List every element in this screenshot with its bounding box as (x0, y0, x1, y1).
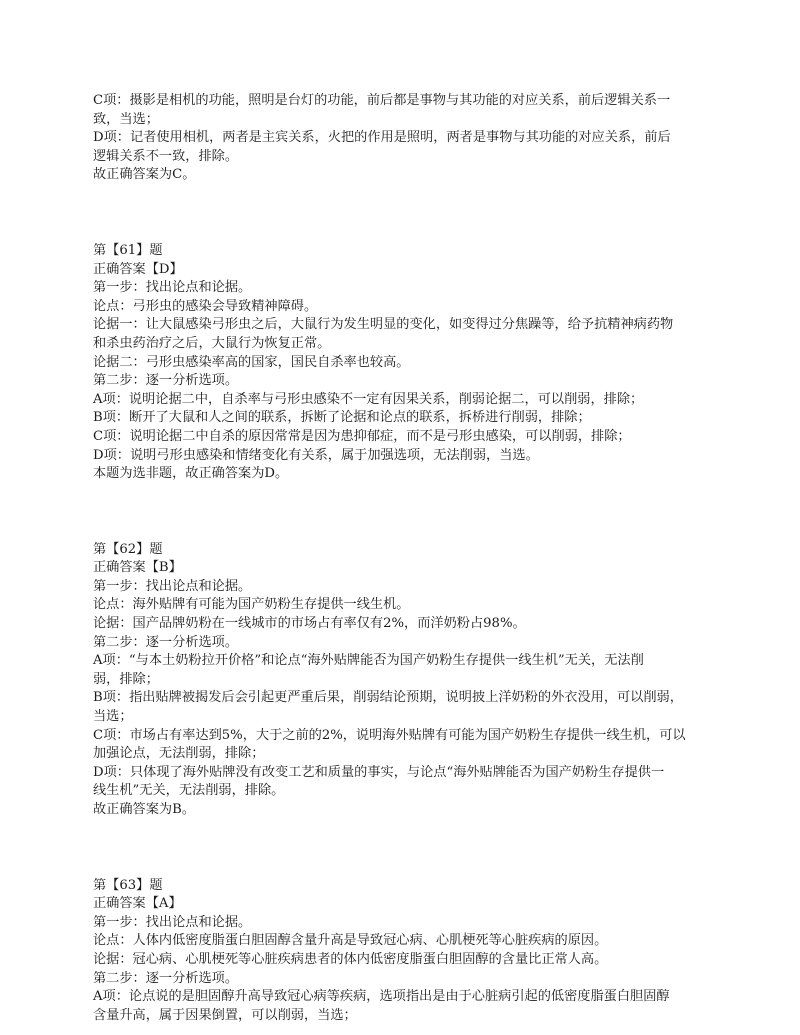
text-line: 论据一：让大鼠感染弓形虫之后，大鼠行为发生明显的变化，如变得过分焦躁等，给予抗精神病药物 (93, 317, 674, 333)
text-line: B项：指出贴牌被揭发后会引起更严重后果，削弱结论预期，说明披上洋奶粉的外衣没用，可以削弱， (93, 690, 683, 706)
section-q61 (93, 242, 715, 484)
text-line: 当选； (93, 709, 133, 725)
spacer (93, 484, 715, 541)
text-line: 第一步：找出论点和论据。 (93, 914, 252, 930)
text-line: 论点：弓形虫的感染会导致精神障碍。 (93, 298, 318, 314)
text-line: 故正确答案为C。 (93, 167, 196, 183)
text-line: D项：说明弓形虫感染和情绪变化有关系，属于加强选项，无法削弱，当选。 (93, 447, 539, 463)
question-heading: 第【63】题 (93, 877, 163, 893)
section-q62 (93, 541, 715, 820)
text-line: 加强论点，无法削弱，排除； (93, 746, 265, 762)
text-line: 弱，排除； (93, 671, 159, 687)
text-line: C项：说明论据二中自杀的原因常常是因为患抑郁症，而不是弓形虫感染，可以削弱，排除； (93, 428, 631, 444)
text-line: 含量升高，属于因果倒置，可以削弱，当选； (93, 1007, 357, 1023)
text-line: 第一步：找出论点和论据。 (93, 578, 252, 594)
spacer (93, 820, 715, 877)
text-line: 第二步：逐一分析选项。 (93, 634, 239, 650)
text-line: 本题为选非题，故正确答案为D。 (93, 466, 289, 482)
text-line: 第二步：逐一分析选项。 (93, 970, 239, 986)
document-page (93, 92, 715, 1025)
text-line: A项：“与本土奶粉拉开价格”和论点“海外贴牌能否为国产奶粉生存提供一线生机”无关，无法削 (93, 653, 644, 669)
text-line: 论点：海外贴牌有可能为国产奶粉生存提供一线生机。 (93, 597, 410, 613)
text-line: 和杀虫药治疗之后，大鼠行为恢复正常。 (93, 335, 331, 351)
text-line: C项：市场占有率达到5%，大于之前的2%，说明海外贴牌有可能为国产奶粉生存提供一线生机，可以 (93, 727, 686, 743)
text-line: 第一步：找出论点和论据。 (93, 280, 252, 296)
text-line: 线生机”无关，无法削弱，排除。 (93, 783, 285, 799)
question-heading: 第【62】题 (93, 541, 163, 557)
text-line: 第二步：逐一分析选项。 (93, 373, 239, 389)
text-line: A项：论点说的是胆固醇升高导致冠心病等疾病，选项指出是由于心脏病引起的低密度脂蛋白胆固醇 (93, 989, 670, 1005)
spacer (93, 185, 715, 242)
text-line: C项：摄影是相机的功能，照明是台灯的功能，前后都是事物与其功能的对应关系，前后逻辑关系一 (93, 93, 671, 108)
text-line: D项：只体现了海外贴牌没有改变工艺和质量的事实，与论点“海外贴牌能否为国产奶粉生存提供一 (93, 764, 665, 780)
text-line: 论据：国产品牌奶粉在一线城市的市场占有率仅有2%，而洋奶粉占98%。 (93, 616, 526, 632)
text-line: 论据二：弓形虫感染率高的国家，国民自杀率也较高。 (93, 354, 410, 370)
text-line: D项：记者使用相机，两者是主宾关系，火把的作用是照明，两者是事物与其功能的对应关系，前后 (93, 130, 671, 146)
text-line: 论点：人体内低密度脂蛋白胆固醇含量升高是导致冠心病、心肌梗死等心脏疾病的原因。 (93, 933, 608, 949)
text-line: B项：断开了大鼠和人之间的联系，拆断了论据和论点的联系，拆桥进行削弱，排除； (93, 410, 591, 426)
text-line: 故正确答案为B。 (93, 802, 196, 817)
answer-line: 正确答案【D】 (93, 261, 183, 277)
text-line: 论据：冠心病、心肌梗死等心脏疾病患者的体内低密度脂蛋白胆固醇的含量比正常人高。 (93, 951, 608, 967)
question-heading: 第【61】题 (93, 242, 163, 258)
text-line: A项：说明论据二中，自杀率与弓形虫感染不一定有因果关系，削弱论据二，可以削弱，排除； (93, 391, 644, 407)
answer-line: 正确答案【A】 (93, 896, 182, 912)
section-q63 (93, 877, 715, 1026)
text-line: 致，当选； (93, 111, 159, 127)
answer-line: 正确答案【B】 (93, 560, 182, 576)
section-q60-tail (93, 92, 715, 185)
text-line: 逻辑关系不一致，排除。 (93, 148, 239, 164)
